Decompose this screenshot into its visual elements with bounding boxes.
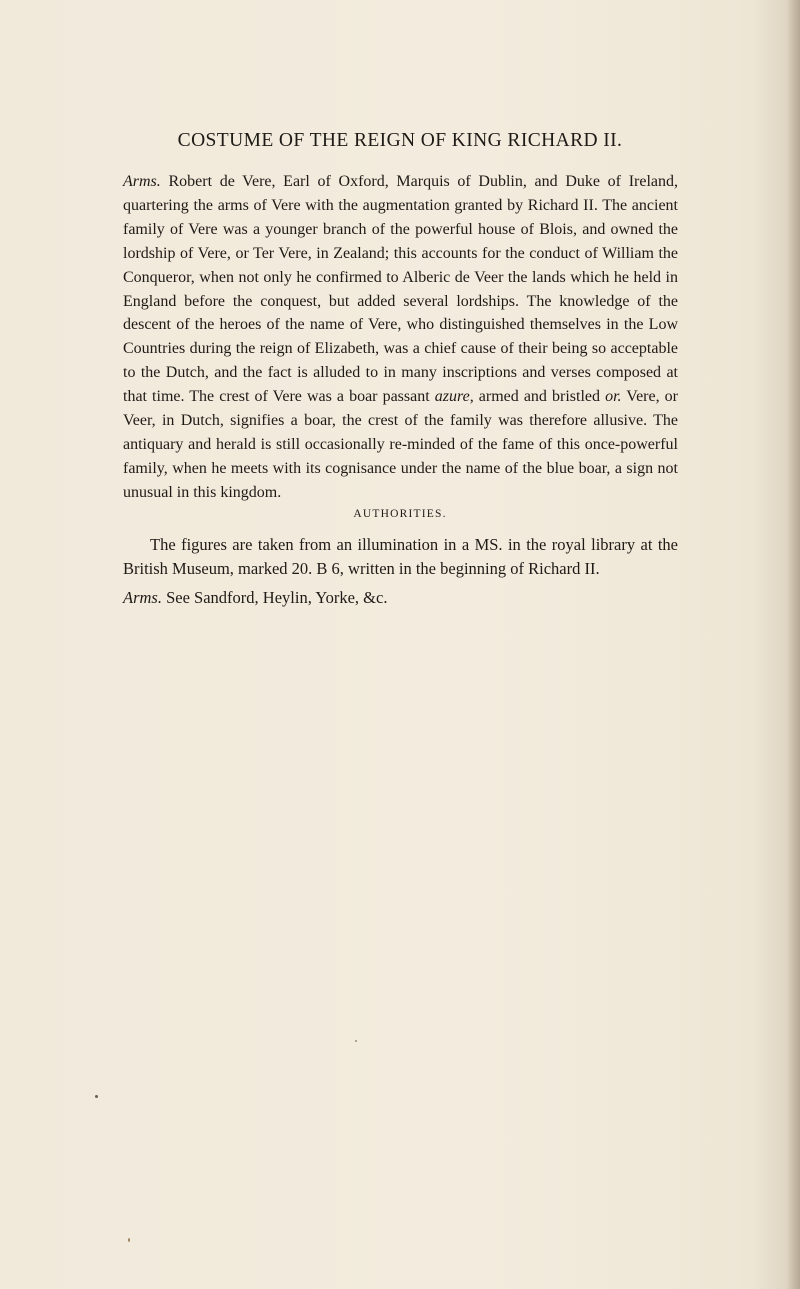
- paper-speck: [128, 1238, 130, 1242]
- page-edge-shadow: [786, 0, 800, 1289]
- page-title: COSTUME OF THE REIGN OF KING RICHARD II.: [177, 130, 623, 151]
- arms-paragraph: [123, 586, 678, 610]
- arms-sources: See Sandford, Heylin, Yorke, &c.: [161, 588, 388, 607]
- authorities-heading: AUTHORITIES.: [353, 508, 447, 520]
- paper-speck: [95, 1095, 98, 1098]
- italic-term-azure: azure,: [434, 388, 474, 406]
- arms-lead: Arms.: [123, 588, 162, 607]
- paragraph-text-3: Vere, or Veer, in Dutch, signifies a boar, the crest of the family was therefore allusive. The antiquary and herald is still occasionally re-minded of the fame of this once-powerful family, when he meets with its cognisance under the name of the blue boar, a sign not unusual in this kingdom.: [123, 388, 678, 501]
- italic-term-or: or.: [605, 388, 622, 406]
- paragraph-lead: Arms.: [123, 173, 161, 190]
- main-paragraph: [123, 170, 678, 505]
- authorities-paragraph: The figures are taken from an illumination in a MS. in the royal library at the British Museum, marked 20. B 6, written in the beginning of Richard II.: [123, 535, 678, 578]
- paper-speck: [355, 1040, 357, 1042]
- paragraph-text-2: armed and bristled: [473, 388, 606, 406]
- paragraph-text-1: Robert de Vere, Earl of Oxford, Marquis of Dublin, and Duke of Ireland, quartering the arms of Vere with the augmentation granted by Richard II. The ancient family of Vere was a younger branch of the powerful house of Blois, and owned the lordship of Vere, or Ter Vere, in Zealand; this accounts for the conduct of William the Conqueror, when not only he confirmed to Alberic de Veer the lands which he held in England before the conquest, but added several lordships. The knowledge of the descent of the heroes of the name of Vere, who distinguished themselves in the Low Countries during the reign of Elizabeth, was a chief cause of their being so acceptable to the Dutch, and the fact is alluded to in many inscriptions and verses composed at that time. The crest of Vere was a boar passant: [123, 173, 678, 406]
